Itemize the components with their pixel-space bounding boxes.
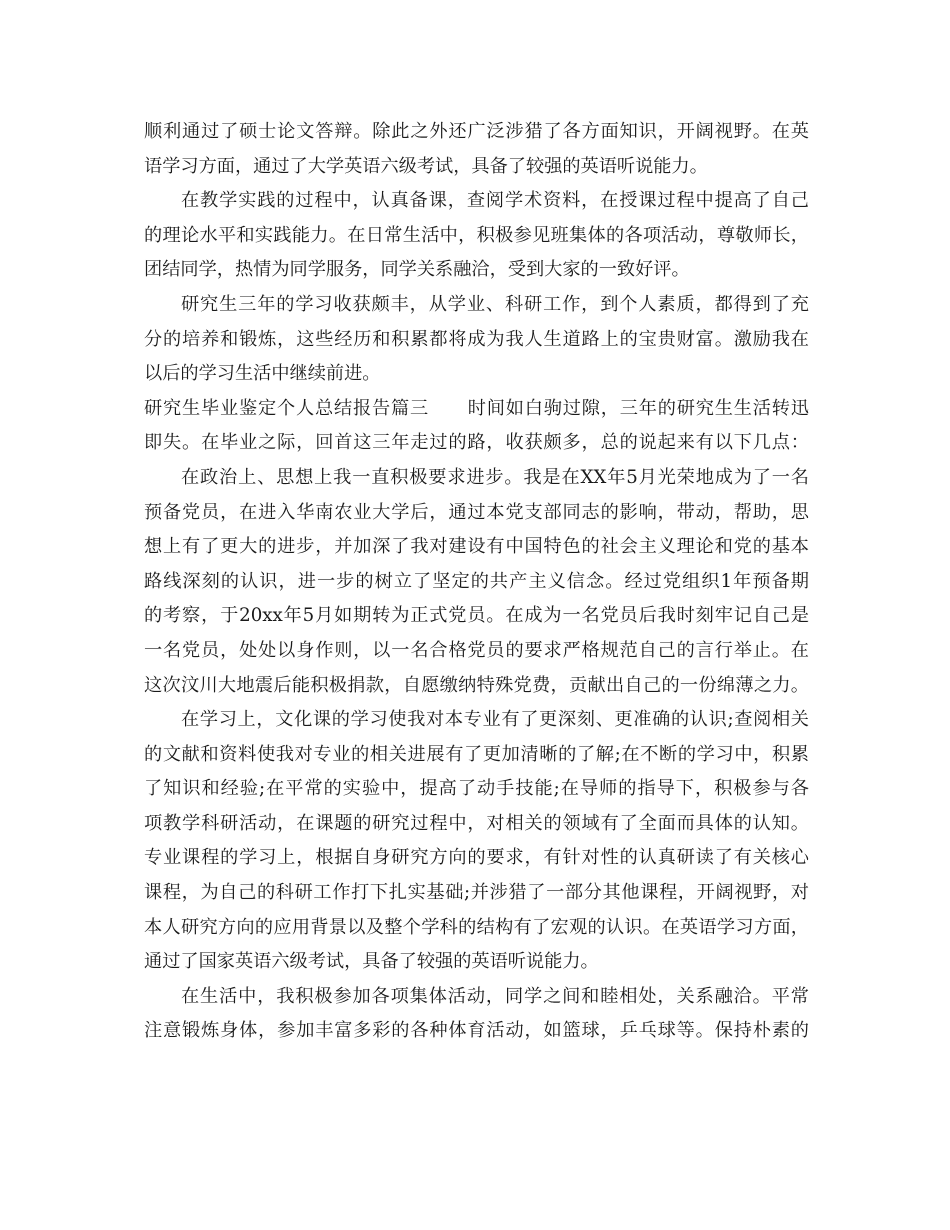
paragraph-start-line: 研究生三年的学习收获颇丰，从学业、科研工作，到个人素质，都得到了充 (181, 293, 809, 315)
text-line: 这次汶川大地震后能积极捐款，自愿缴纳特殊党费，贡献出自己的一份绵薄之力。 (144, 674, 809, 696)
text-line: 想上有了更大的进步，并加深了我对建设有中国特色的社会主义理论和党的基本 (144, 536, 809, 558)
text-line: 专业课程的学习上，根据自身研究方向的要求，有针对性的认真研读了有关核心 (144, 847, 809, 869)
paragraph-start-line: 在学习上，文化课的学习使我对本专业有了更深刻、更准确的认识;查阅相关 (181, 709, 809, 731)
text-line: 团结同学，热情为同学服务，同学关系融洽，受到大家的一致好评。 (144, 259, 690, 281)
text-line: 路线深刻的认识，进一步的树立了坚定的共产主义信念。经过党组织1年预备期 (144, 570, 809, 592)
text-line: 的考察，于20xx年5月如期转为正式党员。在成为一名党员后我时刻牢记自己是 (144, 605, 809, 627)
paragraph-start-line: 在教学实践的过程中，认真备课，查阅学术资料，在授课过程中提高了自己 (181, 190, 809, 212)
text-line: 本人研究方向的应用背景以及整个学科的结构有了宏观的认识。在英语学习方面， (144, 916, 809, 938)
text-line: 的文献和资料使我对专业的相关进展有了更加清晰的了解;在不断的学习中，积累 (144, 743, 809, 765)
paragraph-start-line: 在政治上、思想上我一直积极要求进步。我是在XX年5月光荣地成为了一名 (181, 466, 809, 488)
text-line: 分的培养和锻炼，这些经历和积累都将成为我人生道路上的宝贵财富。激励我在 (144, 328, 809, 350)
section-heading-line (144, 392, 809, 427)
heading-continuation-text: 时间如白驹过隙，三年的研究生生活转迅 (467, 397, 809, 419)
text-line: 通过了国家英语六级考试，具备了较强的英语听说能力。 (144, 951, 599, 973)
paragraph-start-line: 在生活中，我积极参加各项集体活动，同学之间和睦相处，关系融洽。平常 (181, 985, 809, 1007)
text-line: 课程，为自己的科研工作打下扎实基础;并涉猎了一部分其他课程，开阔视野，对 (144, 882, 809, 904)
text-line: 了知识和经验;在平常的实验中，提高了动手技能;在导师的指导下，积极参与各 (144, 778, 809, 800)
text-line: 的理论水平和实践能力。在日常生活中，积极参见班集体的各项活动，尊敬师长， (144, 224, 809, 246)
text-line: 顺利通过了硕士论文答辩。除此之外还广泛涉猎了各方面知识，开阔视野。在英 (144, 121, 809, 142)
text-line: 一名党员，处处以身作则，以一名合格党员的要求严格规范自己的言行举止。在 (144, 639, 809, 661)
text-line: 语学习方面，通过了大学英语六级考试，具备了较强的英语听说能力。 (144, 155, 708, 177)
text-line: 预备党员，在进入华南农业大学后，通过本党支部同志的影响，带动，帮助，思 (144, 501, 809, 523)
text-line: 项教学科研活动，在课题的研究过程中，对相关的领域有了全面而具体的认知。 (144, 812, 809, 834)
text-line: 以后的学习生活中继续前进。 (144, 363, 381, 385)
document-body (144, 115, 809, 1049)
text-line: 注意锻炼身体，参加丰富多彩的各种体育活动，如篮球，乒乓球等。保持朴素的 (144, 1020, 809, 1042)
section-heading: 研究生毕业鉴定个人总结报告篇三 (144, 397, 429, 419)
text-line: 即失。在毕业之际，回首这三年走过的路，收获颇多，总的说起来有以下几点： (144, 432, 809, 454)
